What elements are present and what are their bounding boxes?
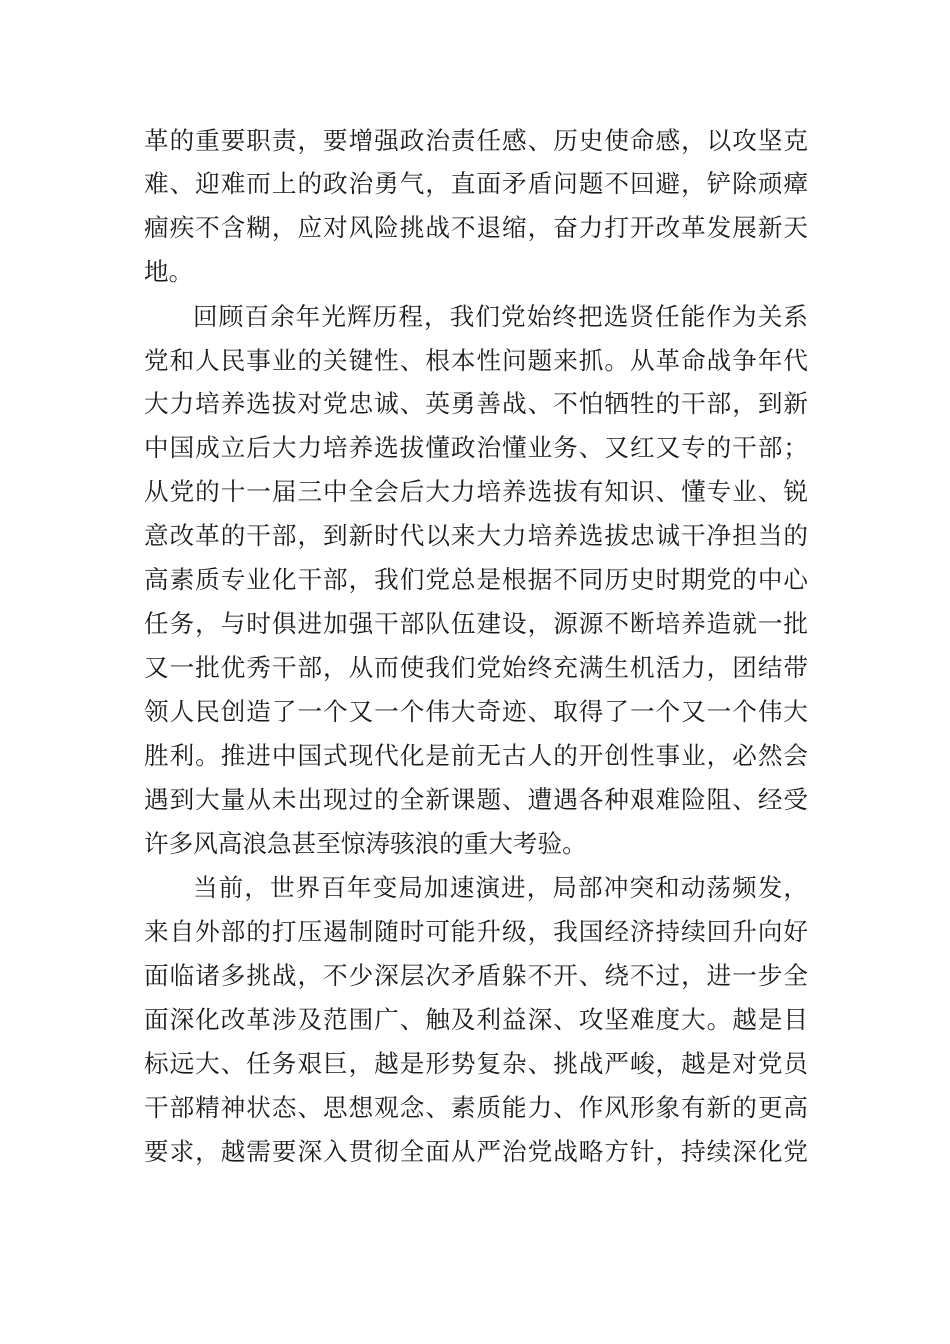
text-line: 胜利。推进中国式现代化是前无古人的开创性事业，必然会	[144, 741, 808, 770]
text-line: 标远大、任务艰巨，越是形势复杂、挑战严峻，越是对党员	[144, 1049, 808, 1078]
text-line: 来自外部的打压遏制随时可能升级，我国经济持续回升向好	[144, 917, 808, 946]
text-line: 大力培养选拔对党忠诚、英勇善战、不怕牺牲的干部，到新	[144, 389, 808, 418]
text-line: 痼疾不含糊，应对风险挑战不退缩，奋力打开改革发展新天	[144, 213, 808, 242]
text-line: 遇到大量从未出现过的全新课题、遭遇各种艰难险阻、经受	[144, 785, 808, 814]
text-line: 革的重要职责，要增强政治责任感、历史使命感，以攻坚克	[144, 126, 808, 155]
text-line: 意改革的干部，到新时代以来大力培养选拔忠诚干净担当的	[144, 521, 808, 550]
text-line: 干部精神状态、思想观念、素质能力、作风形象有新的更高	[144, 1093, 808, 1122]
text-line: 要求，越需要深入贯彻全面从严治党战略方针，持续深化党	[144, 1137, 808, 1166]
text-line: 面临诸多挑战，不少深层次矛盾躲不开、绕不过，进一步全	[144, 961, 808, 990]
text-line: 任务，与时俱进加强干部队伍建设，源源不断培养造就一批	[144, 609, 808, 638]
text-line: 面深化改革涉及范围广、触及利益深、攻坚难度大。越是目	[144, 1005, 808, 1034]
text-line: 中国成立后大力培养选拔懂政治懂业务、又红又专的干部；	[144, 433, 808, 462]
text-line: 难、迎难而上的政治勇气，直面矛盾问题不回避，铲除顽瘴	[144, 169, 808, 198]
text-line: 领人民创造了一个又一个伟大奇迹、取得了一个又一个伟大	[144, 697, 808, 726]
text-line: 从党的十一届三中全会后大力培养选拔有知识、懂专业、锐	[144, 477, 808, 506]
text-line: 高素质专业化干部，我们党总是根据不同历史时期党的中心	[144, 565, 808, 594]
text-line: 许多风高浪急甚至惊涛骇浪的重大考验。	[144, 829, 587, 858]
text-line: 地。	[144, 257, 194, 286]
text-line: 又一批优秀干部，从而使我们党始终充满生机活力，团结带	[144, 653, 808, 682]
paragraph-first-line: 当前，世界百年变局加速演进，局部冲突和动荡频发，	[193, 873, 808, 902]
text-line: 党和人民事业的关键性、根本性问题来抓。从革命战争年代	[144, 346, 808, 375]
paragraph-first-line: 回顾百余年光辉历程，我们党始终把选贤任能作为关系	[193, 302, 808, 331]
